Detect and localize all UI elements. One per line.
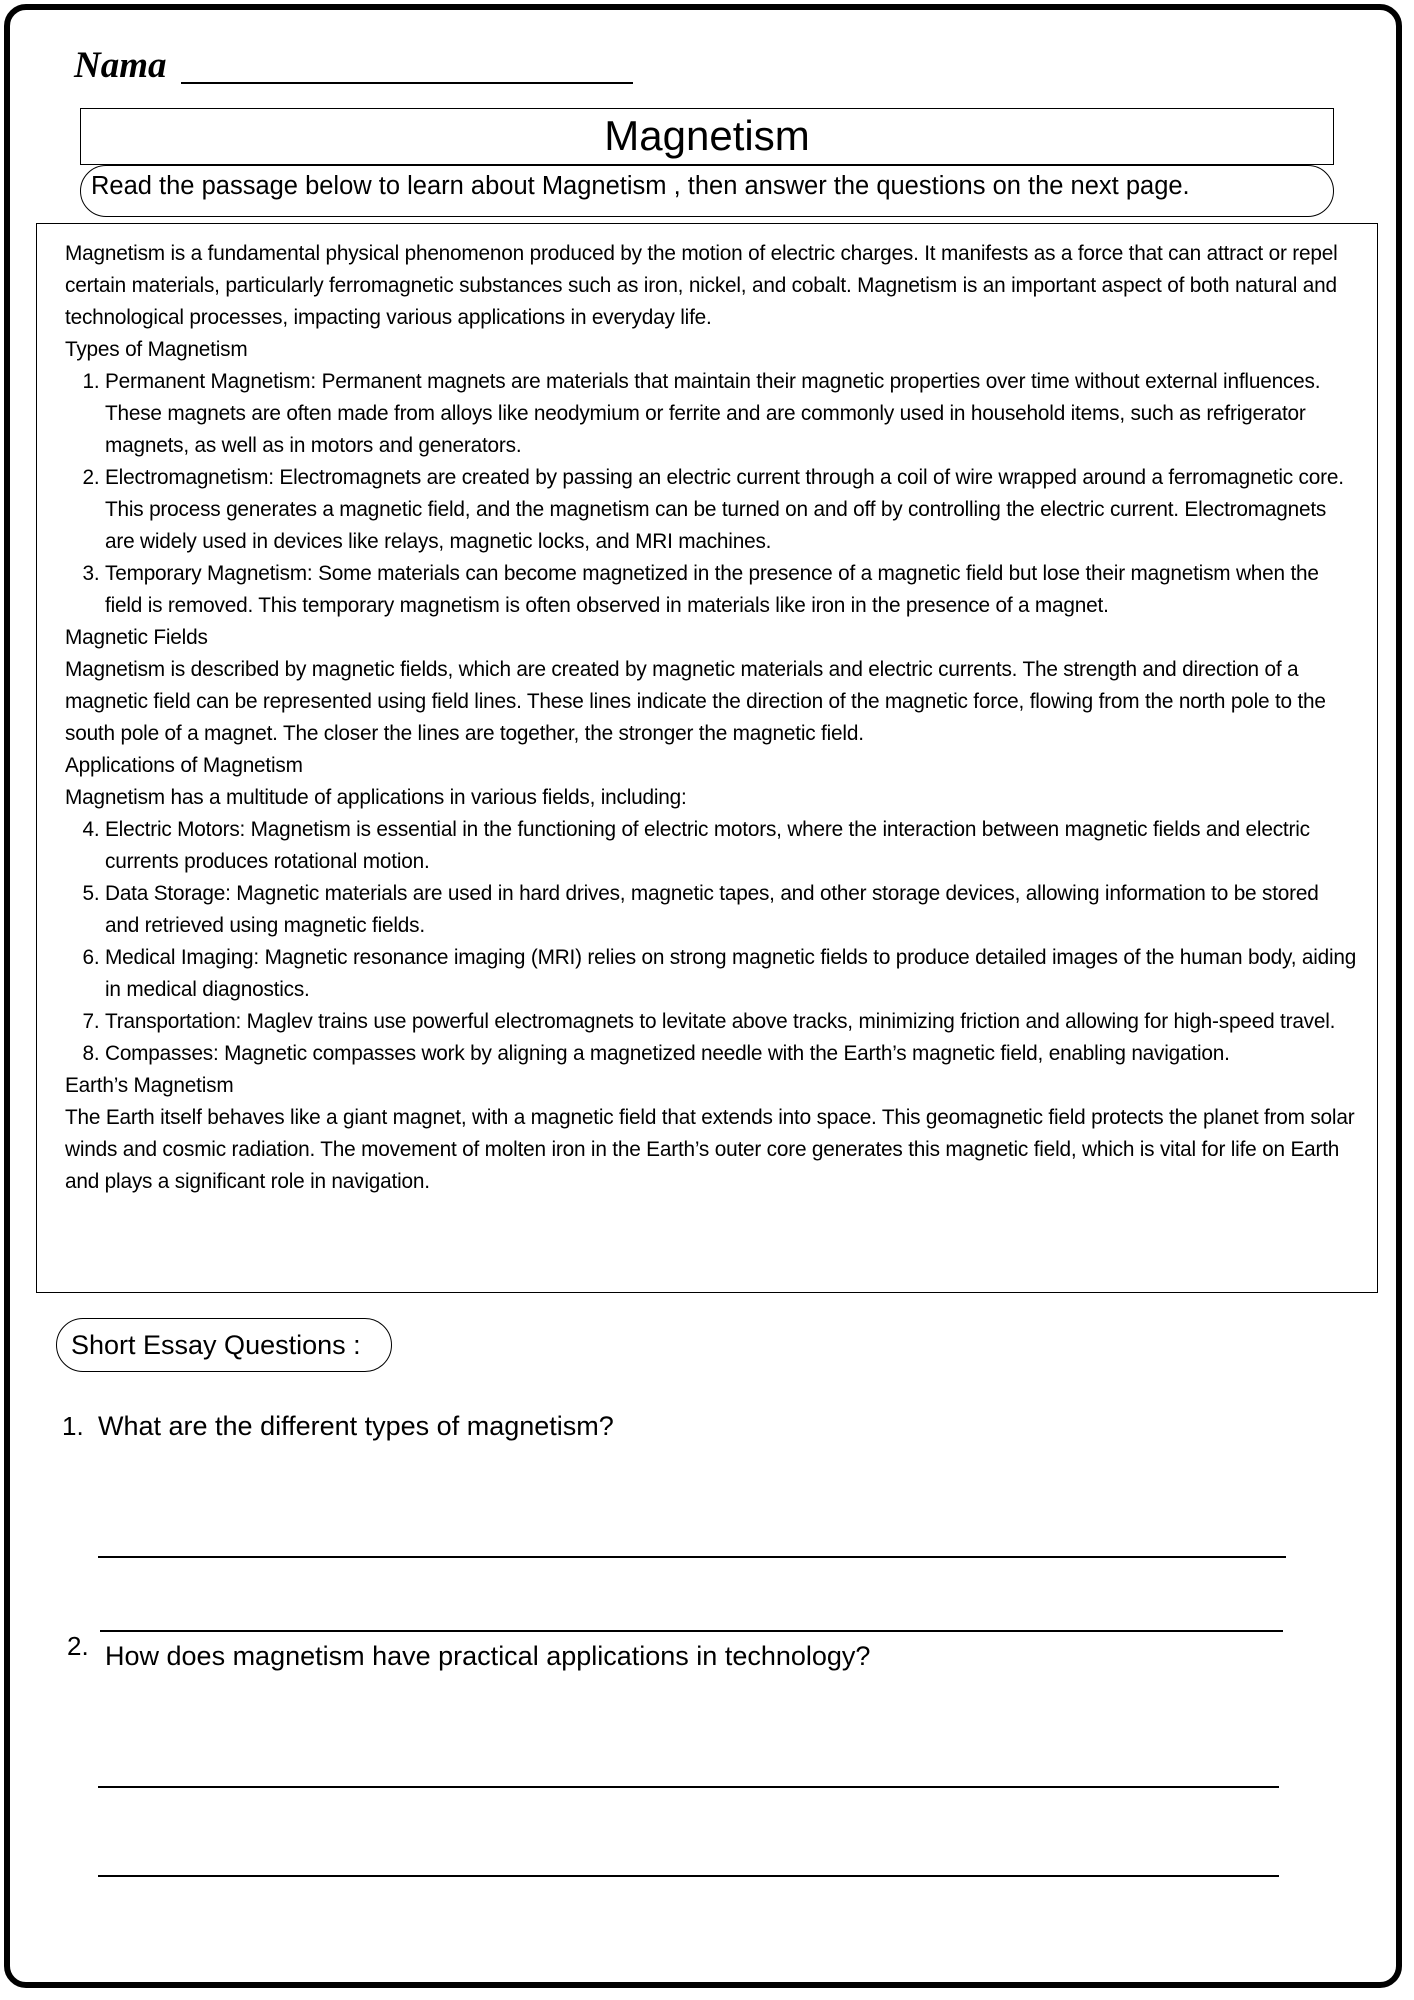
name-label: Nama bbox=[74, 45, 167, 86]
list-item: 5. Data Storage: Magnetic materials are used in hard drives, magnetic tapes, and other storage devices, allowing information to be stored and retrieved using magnetic fields. bbox=[105, 878, 1357, 942]
answer-line-2a[interactable] bbox=[98, 1786, 1279, 1788]
passage-intro: Magnetism is a fundamental physical phenomenon produced by the motion of electric charges. It manifests as a force that can attract or repel certain materials, particularly ferromagnetic substances such as iron, nickel, and cobalt. Magnetism is an important aspect of both natural and technological processes, impacting various applications in everyday life. bbox=[65, 242, 1338, 329]
instruction-text: Read the passage below to learn about Magnetism , then answer the questions on the next page. bbox=[91, 172, 1190, 200]
question-2-text: How does magnetism have practical applications in technology? bbox=[105, 1641, 871, 1671]
fields-heading: Magnetic Fields bbox=[65, 626, 208, 649]
list-item: 7. Transportation: Maglev trains use powerful electromagnets to levitate above tracks, minimizing friction and allowing for high-speed travel. bbox=[105, 1006, 1357, 1038]
list-item: 2. Electromagnetism: Electromagnets are created by passing an electric current through a coil of wire wrapped around a ferromagnetic core. This process generates a magnetic field, and the magnetism can be turned on and off by controlling the electric current. Electromagnets are widely used in devices like relays, magnetic locks, and MRI machines. bbox=[105, 462, 1357, 558]
earth-heading: Earth’s Magnetism bbox=[65, 1074, 234, 1097]
list-item: 6. Medical Imaging: Magnetic resonance imaging (MRI) relies on strong magnetic fields to produce detailed images of the human body, aiding in medical diagnostics. bbox=[105, 942, 1357, 1006]
list-item: 3. Temporary Magnetism: Some materials can become magnetized in the presence of a magnetic field but lose their magnetism when the field is removed. This temporary magnetism is often observed in materials like iron in the presence of a magnet. bbox=[105, 558, 1357, 622]
fields-text: Magnetism is described by magnetic fields, which are created by magnetic materials and electric currents. The strength and direction of a magnetic field can be represented using field lines. These lines indicate the direction of the magnetic force, flowing from the north pole to the south pole of a magnet. The closer the lines are together, the stronger the magnetic field. bbox=[65, 658, 1326, 745]
name-row bbox=[74, 44, 633, 88]
types-heading: Types of Magnetism bbox=[65, 338, 248, 361]
question-1-text: What are the different types of magnetism? bbox=[98, 1411, 614, 1441]
worksheet-title: Magnetism bbox=[80, 108, 1334, 165]
applications-heading: Applications of Magnetism bbox=[65, 754, 303, 777]
list-item: 4. Electric Motors: Magnetism is essential in the functioning of electric motors, where the interaction between magnetic fields and electric currents produces rotational motion. bbox=[105, 814, 1357, 878]
applications-intro: Magnetism has a multitude of applications in various fields, including: bbox=[65, 786, 687, 809]
essay-heading-text: Short Essay Questions : bbox=[71, 1330, 361, 1360]
instruction-banner bbox=[80, 165, 1334, 217]
answer-line-1b[interactable] bbox=[100, 1630, 1283, 1632]
answer-line-1a[interactable] bbox=[98, 1556, 1286, 1558]
earth-text: The Earth itself behaves like a giant magnet, with a magnetic field that extends into space. This geomagnetic field protects the planet from solar winds and cosmic radiation. The movement of molten iron in the Earth’s outer core generates this magnetic field, which is vital for life on Earth and plays a significant role in navigation. bbox=[65, 1106, 1355, 1193]
essay-section-heading bbox=[56, 1318, 392, 1372]
reading-passage bbox=[36, 223, 1378, 1293]
name-field-line[interactable] bbox=[181, 82, 633, 84]
list-item: 1. Permanent Magnetism: Permanent magnets are materials that maintain their magnetic properties over time without external influences. These magnets are often made from alloys like neodymium or ferrite and are commonly used in household items, such as refrigerator magnets, as well as in motors and generators. bbox=[105, 366, 1357, 462]
applications-list bbox=[65, 814, 1357, 1070]
list-item: 8. Compasses: Magnetic compasses work by aligning a magnetized needle with the Earth’s magnetic field, enabling navigation. bbox=[105, 1038, 1357, 1070]
answer-line-2b[interactable] bbox=[98, 1875, 1279, 1877]
question-number: 2. bbox=[67, 1631, 89, 1661]
question-number: 1. bbox=[62, 1411, 84, 1441]
types-list bbox=[65, 366, 1357, 622]
